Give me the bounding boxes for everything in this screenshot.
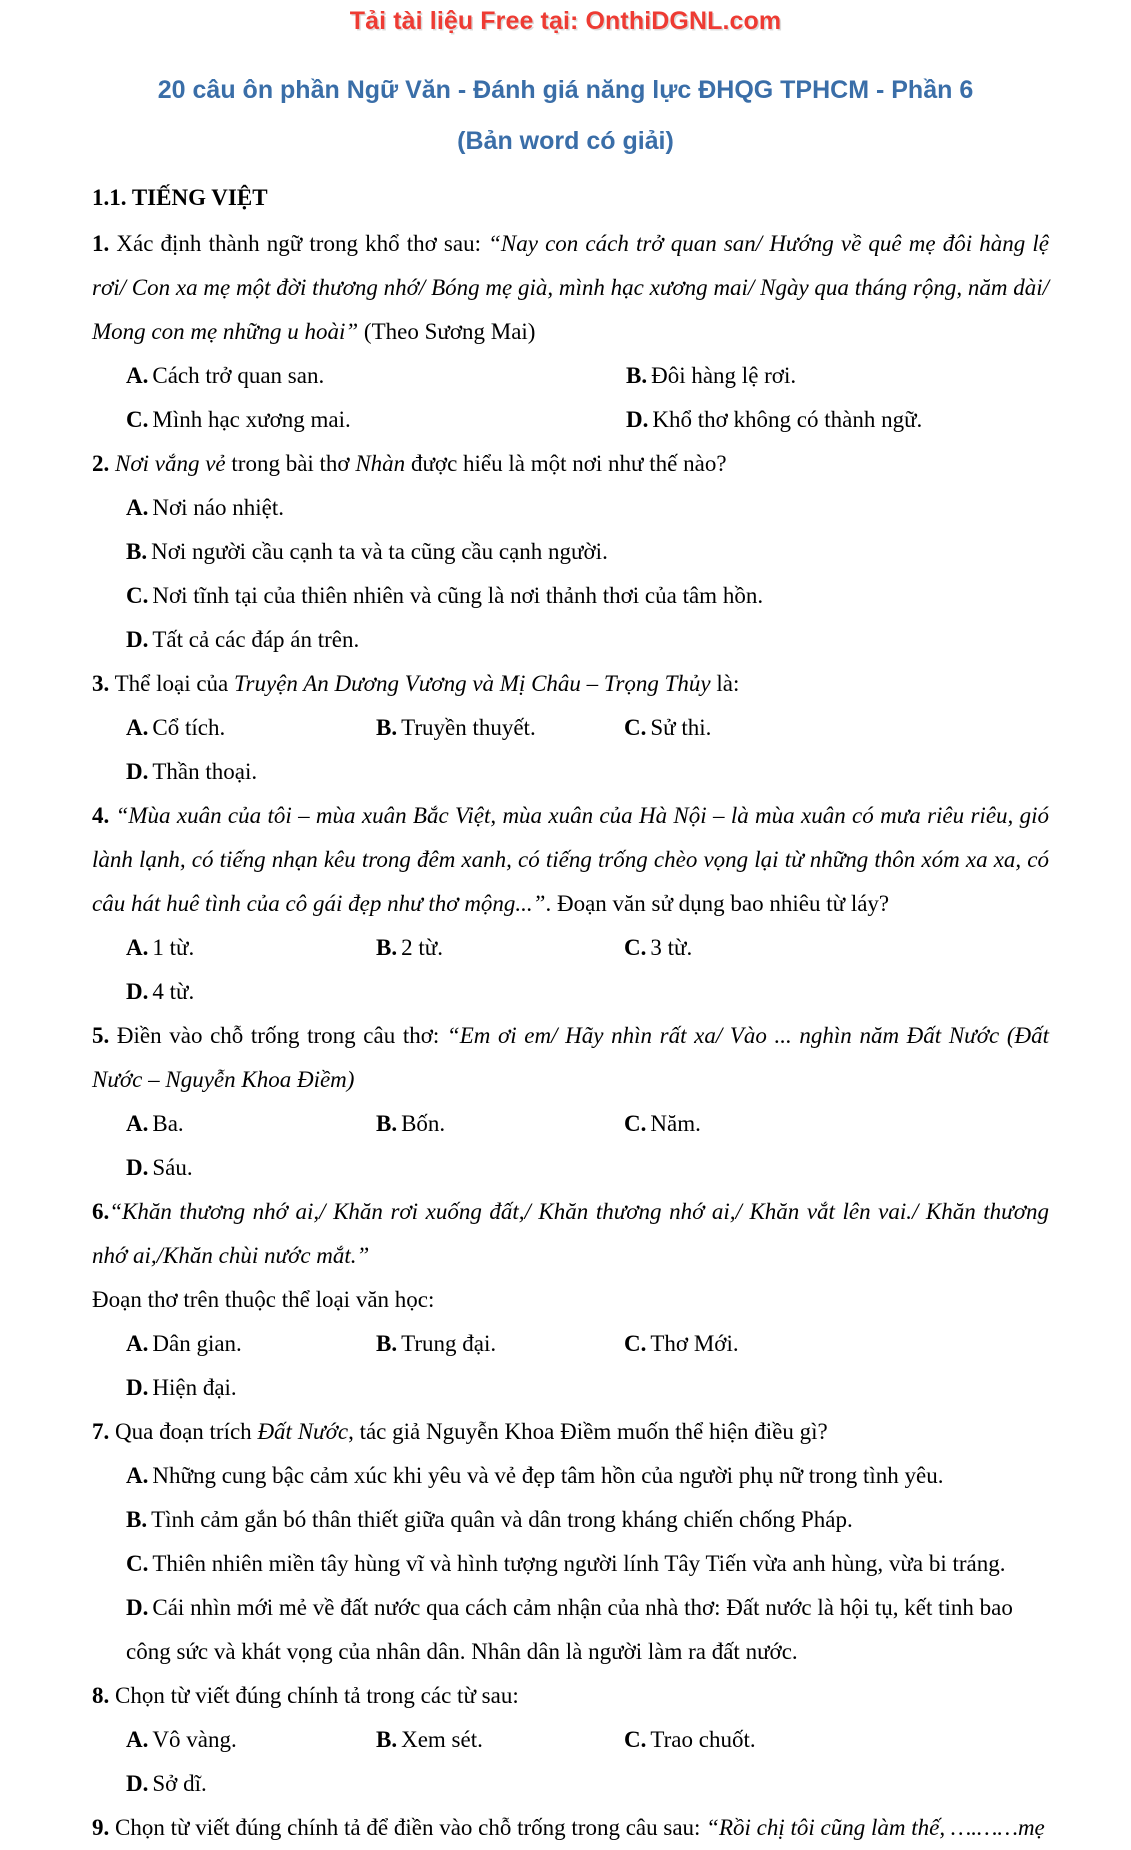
question-stem-post: . Đoạn văn sử dụng bao nhiêu từ láy? [545,890,890,916]
answer-option-text: Vô vàng. [152,1726,237,1752]
answer-option-label: B. [626,362,648,388]
answer-option-label: D. [626,406,649,432]
answer-option-label: C. [624,1330,647,1356]
question-stem-post: được hiểu là một nơi như thế nào? [405,450,727,476]
answer-option-label: C. [126,1550,149,1576]
document-title-line1: 20 câu ôn phần Ngữ Văn - Đánh giá năng lực ĐHQG TPHCM - Phần 6 [157,75,974,104]
answer-option-label: D. [126,626,149,652]
question-number: 2. [92,450,110,476]
question-stem [92,1674,1049,1718]
answer-option-label: A. [126,1330,149,1356]
answer-option[interactable] [92,1454,1049,1498]
answer-option-text: Xem sét. [401,1726,483,1752]
answer-options [92,926,1049,1014]
question-stem-extra: Đoạn thơ trên thuộc thể loại văn học: [92,1286,435,1312]
answer-option-text: Năm. [650,1110,701,1136]
answer-option-text: Nơi náo nhiệt. [152,494,284,520]
question-block [92,222,1049,442]
answer-options [92,1102,1049,1190]
answer-option-text: Cách trở quan san. [152,362,325,388]
answer-option-label: A. [126,1462,149,1488]
answer-option-label: C. [126,406,149,432]
answer-option-text: Thơ Mới. [650,1330,739,1356]
question-stem-italic: “Em ơi em/ Hãy nhìn rất xa/ Vào ... nghìn năm Đất Nước (Đất Nước – Nguyễn Khoa Điềm) [92,1022,1049,1092]
answer-option[interactable] [92,486,1049,530]
question-stem-italic: “Mùa xuân của tôi – mùa xuân Bắc Việt, mùa xuân của Hà Nội – là mùa xuân có mưa riêu riêu, gió lành lạnh, có tiếng nhạn kêu trong đêm xanh, có tiếng trống chèo vọng lại từ những thôn xóm xa xa, có câu hát huê tình của cô gái đẹp như thơ mộng...” [92,802,1050,916]
answer-option-text: Đôi hàng lệ rơi. [651,362,797,388]
question-stem-italic: Truyện An Dương Vương và Mị Châu – Trọng Thủy [234,670,711,696]
answer-option[interactable] [92,1718,342,1762]
answer-options [92,1718,1049,1806]
answer-option-text: Cái nhìn mới mẻ về đất nước qua cách cảm nhận của nhà thơ: Đất nước là hội tụ, kết tinh bao công sức và khát vọng của nhân dân. Nhân dân là người làm ra đất nước. [126,1594,1013,1664]
question-block [92,794,1049,1014]
answer-option-label: A. [126,362,149,388]
answer-option-label: A. [126,934,149,960]
question-stem-pre: Chọn từ viết đúng chính tả trong các từ sau: [109,1682,519,1708]
question-block [92,1014,1049,1190]
answer-option-label: C. [126,582,149,608]
answer-option-text: Sở dĩ. [152,1770,207,1796]
question-number: 4. [92,802,110,828]
question-block [92,442,1049,662]
answer-options [92,354,1049,442]
answer-option[interactable] [592,398,1042,442]
question-stem-mid: trong bài thơ [225,450,356,476]
answer-option-text: 4 từ. [152,978,195,1004]
answer-option[interactable] [92,1542,1049,1586]
answer-option[interactable] [590,1102,830,1146]
answer-option-label: C. [624,934,647,960]
answer-option-label: D. [126,758,149,784]
answer-option-text: Nơi người cầu cạnh ta và ta cũng cầu cạnh người. [151,538,608,564]
promo-banner: Tải tài liệu Free tại: OnthiDGNL.com [349,7,782,35]
answer-option-text: 1 từ. [152,934,195,960]
answer-option-text: Bốn. [401,1110,446,1136]
answer-option-label: B. [376,1726,398,1752]
section-heading: 1.1. TIẾNG VIỆT [92,184,268,210]
question-stem-italic: Nơi vắng vẻ [115,450,226,476]
answer-option[interactable] [92,706,342,750]
question-stem-pre: Thể loại của [109,670,234,696]
answer-option-label: B. [376,1110,398,1136]
answer-option-text: Cổ tích. [152,714,226,740]
answer-option-label: A. [126,494,149,520]
answer-option[interactable] [92,1498,1049,1542]
question-stem [92,442,1049,486]
question-stem [92,794,1049,926]
answer-option-text: Mình hạc xương mai. [152,406,351,432]
question-stem [92,1014,1049,1102]
answer-option[interactable] [92,1322,342,1366]
answer-options [92,706,1049,794]
answer-option-text: Dân gian. [152,1330,242,1356]
answer-option-label: D. [126,1154,149,1180]
question-number: 8. [92,1682,110,1708]
answer-option-text: 3 từ. [650,934,693,960]
answer-option[interactable] [590,1322,830,1366]
answer-option-text: Sáu. [152,1154,193,1180]
question-stem-italic-2: Nhàn [355,450,406,476]
answer-option-label: B. [126,538,148,564]
answer-option-label: A. [126,1110,149,1136]
answer-option[interactable] [590,1718,830,1762]
question-number: 3. [92,670,110,696]
answer-option[interactable] [342,926,590,970]
answer-option-label: C. [624,1726,647,1752]
answer-option-label: B. [376,1330,398,1356]
answer-options [92,1322,1049,1410]
answer-option-text: Trao chuốt. [650,1726,756,1752]
document-title [0,75,1131,155]
answer-option-label: B. [126,1506,148,1532]
question-block [92,1806,1049,1850]
question-stem-pre: Qua đoạn trích [109,1418,258,1444]
answer-option[interactable] [342,1102,590,1146]
question-stem [92,222,1049,354]
answer-option[interactable] [92,926,342,970]
answer-option[interactable] [590,706,830,750]
question-stem [92,1190,1049,1278]
answer-option-label: A. [126,714,149,740]
question-number: 6. [92,1198,110,1224]
question-stem-pre: Chọn từ viết đúng chính tả để điền vào chỗ trống trong câu sau: [109,1814,707,1840]
answer-option-label: C. [624,1110,647,1136]
answer-option[interactable] [92,354,592,398]
question-number: 5. [92,1022,110,1048]
answer-option[interactable] [92,1146,312,1190]
question-stem-post: là: [710,670,740,696]
answer-option[interactable] [92,530,1049,574]
answer-option[interactable] [342,1718,590,1762]
answer-option[interactable] [590,926,830,970]
answer-option-text: Những cung bậc cảm xúc khi yêu và vẻ đẹp tâm hồn của người phụ nữ trong tình yêu. [152,1462,944,1488]
question-stem [92,1806,1049,1850]
question-block [92,1674,1049,1806]
answer-option[interactable] [342,706,590,750]
question-stem-post: , tác giả Nguyễn Khoa Điềm muốn thể hiện điều gì? [348,1418,828,1444]
answer-option-text: Khổ thơ không có thành ngữ. [652,406,923,432]
document-title-line2: (Bản word có giải) [457,126,674,155]
answer-option-label: C. [624,714,647,740]
answer-option-text: Ba. [152,1110,184,1136]
question-stem-italic: “Khăn thương nhớ ai,/ Khăn rơi xuống đất,/ Khăn thương nhớ ai,/ Khăn vắt lên vai./ Khăn thương nhớ ai,/Khăn chùi nước mắt.” [92,1198,1049,1268]
answer-option[interactable] [92,618,1049,662]
question-stem-pre: Điền vào chỗ trống trong câu thơ: [109,1022,447,1048]
answer-option-text: Truyền thuyết. [401,714,536,740]
question-stem-italic: “Rồi chị tôi cũng làm thế, ….……mẹ [706,1814,1045,1840]
answer-option-text: 2 từ. [401,934,443,960]
question-block [92,1190,1049,1410]
answer-option-text: Tất cả các đáp án trên. [152,626,360,652]
answer-option[interactable] [92,574,1049,618]
answer-option-text: Nơi tĩnh tại của thiên nhiên và cũng là nơi thảnh thơi của tâm hồn. [152,582,764,608]
answer-option[interactable] [92,1366,312,1410]
answer-option-text: Tình cảm gắn bó thân thiết giữa quân và dân trong kháng chiến chống Pháp. [151,1506,853,1532]
answer-option-text: Thần thoại. [152,758,258,784]
question-stem [92,1410,1049,1454]
answer-option-text: Hiện đại. [152,1374,237,1400]
answer-option[interactable] [92,398,592,442]
answer-option[interactable] [342,1322,590,1366]
question-stem-italic: “Nay con cách trở quan san/ Hướng về quê mẹ đôi hàng lệ rơi/ Con xa mẹ một đời thương nhớ/ Bóng mẹ già, mình hạc xương mai/ Ngày qua tháng rộng, năm dài/ Mong con mẹ những u hoài” [92,230,1049,344]
answer-option[interactable] [92,970,312,1014]
question-block [92,1410,1049,1674]
question-stem-pre: Xác định thành ngữ trong khổ thơ sau: [109,230,489,256]
answer-option-text: Trung đại. [401,1330,497,1356]
answer-options [92,1454,1049,1674]
answer-option-label: D. [126,1770,149,1796]
answer-option-label: B. [376,714,398,740]
answer-option-label: D. [126,978,149,1004]
answer-option[interactable] [92,750,312,794]
answer-option-label: D. [126,1594,149,1620]
answer-option[interactable] [92,1762,312,1806]
answer-option-label: D. [126,1374,149,1400]
answer-option[interactable] [92,1586,1049,1674]
question-number: 1. [92,230,110,256]
answer-option[interactable] [592,354,1042,398]
question-number: 7. [92,1418,110,1444]
question-stem-post: (Theo Sương Mai) [358,318,536,344]
answer-option-text: Sử thi. [650,714,712,740]
answer-option-label: A. [126,1726,149,1752]
answer-options [92,486,1049,662]
answer-option-text: Thiên nhiên miền tây hùng vĩ và hình tượng người lính Tây Tiến vừa anh hùng, vừa bi tráng. [152,1550,1006,1576]
answer-option[interactable] [92,1102,342,1146]
question-number: 9. [92,1814,110,1840]
question-stem [92,662,1049,706]
answer-option-label: B. [376,934,398,960]
question-block [92,662,1049,794]
question-stem-italic: Đất Nước [257,1418,349,1444]
